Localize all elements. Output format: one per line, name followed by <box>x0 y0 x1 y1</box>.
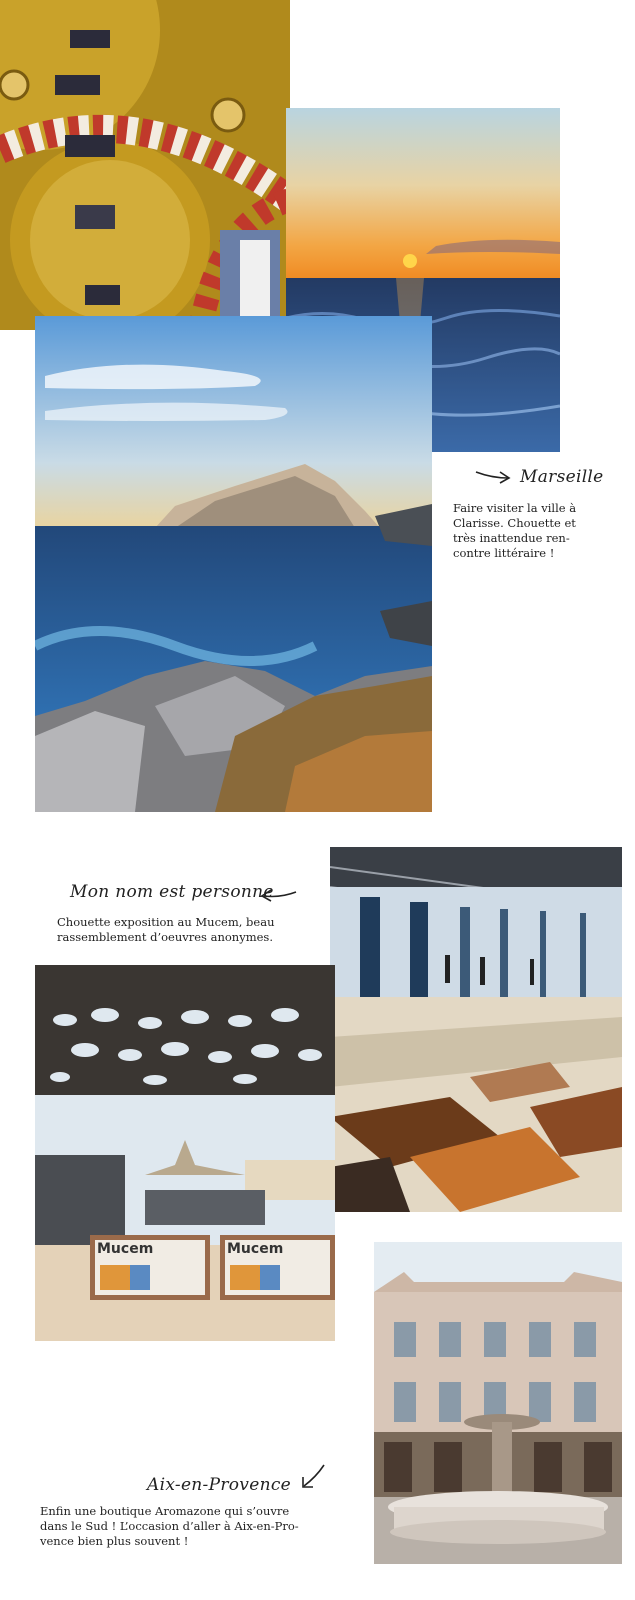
section-caption-marseille <box>453 501 628 561</box>
arrow-right-icon <box>474 468 512 486</box>
section-title-mon-nom: Mon nom est personne <box>70 882 274 902</box>
caption-line: dans le Sud ! L’occasion d’aller à Aix-en-Pro- <box>40 1519 299 1533</box>
caption-line: rassemblement d’oeuvres anonymes. <box>57 930 273 944</box>
photo-aix-fountain <box>374 1242 622 1564</box>
mucem-sign-right: Mucem <box>227 1241 284 1257</box>
section-caption-mon-nom <box>57 915 327 945</box>
photo-mucem-exhibition <box>330 847 622 1212</box>
arrow-down-left-icon <box>298 1462 328 1492</box>
section-title-aix: Aix-en-Provence <box>147 1475 291 1495</box>
caption-line: vence bien plus souvent ! <box>40 1534 189 1548</box>
photo-mucem-exterior <box>35 965 335 1341</box>
photo-island-coast <box>35 316 432 812</box>
section-title-marseille: Marseille <box>520 467 604 487</box>
caption-line: très inattendue ren- <box>453 531 570 545</box>
caption-line: Faire visiter la ville à <box>453 501 577 515</box>
caption-line: Chouette exposition au Mucem, beau <box>57 915 275 929</box>
mucem-sign-left: Mucem <box>97 1241 154 1257</box>
photo-basilica-ceiling <box>0 0 290 330</box>
caption-line: Enfin une boutique Aromazone qui s’ouvre <box>40 1504 290 1518</box>
caption-line: contre littéraire ! <box>453 546 555 560</box>
arrow-left-icon <box>258 886 298 904</box>
section-caption-aix <box>40 1504 340 1549</box>
caption-line: Clarisse. Chouette et <box>453 516 576 530</box>
